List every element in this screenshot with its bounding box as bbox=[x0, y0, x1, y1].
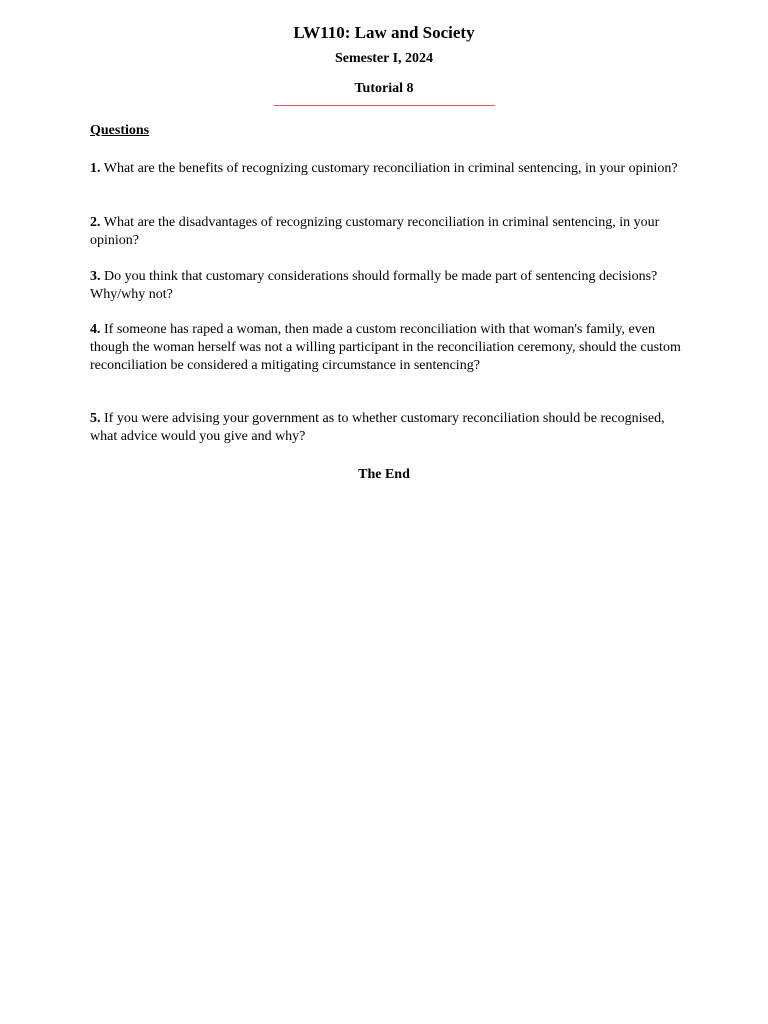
question-text: If you were advising your government as to whether customary reconciliation should be recognised, what advice would you give and why? bbox=[90, 411, 665, 444]
questions-heading: Questions bbox=[90, 123, 150, 138]
header-divider bbox=[274, 105, 495, 106]
question-item bbox=[90, 214, 682, 250]
question-item bbox=[90, 268, 682, 304]
question-text: Do you think that customary considerations should formally be made part of sentencing decisions? Why/why not? bbox=[90, 269, 658, 302]
question-item bbox=[90, 410, 682, 446]
question-number: 4. bbox=[90, 322, 101, 337]
question-text: What are the disadvantages of recognizing customary reconciliation in criminal sentencing, in your opinion? bbox=[90, 215, 660, 248]
document-title: LW110: Law and Society bbox=[293, 23, 475, 42]
semester-label: Semester I, 2024 bbox=[334, 51, 434, 66]
question-number: 1. bbox=[90, 161, 101, 176]
question-number: 5. bbox=[90, 411, 101, 426]
question-number: 2. bbox=[90, 215, 101, 230]
tutorial-label: Tutorial 8 bbox=[354, 81, 414, 96]
question-number: 3. bbox=[90, 269, 101, 284]
question-item bbox=[90, 321, 682, 375]
question-text: If someone has raped a woman, then made a custom reconciliation with that woman's family, even though the woman herself was not a willing participant in the reconciliation ceremony, should the custom reconciliation be considered a mitigating circumstance in sentencing? bbox=[90, 322, 681, 373]
end-marker: The End bbox=[358, 467, 410, 482]
question-item bbox=[90, 160, 682, 178]
question-text: What are the benefits of recognizing customary reconciliation in criminal sentencing, in your opinion? bbox=[103, 161, 678, 176]
